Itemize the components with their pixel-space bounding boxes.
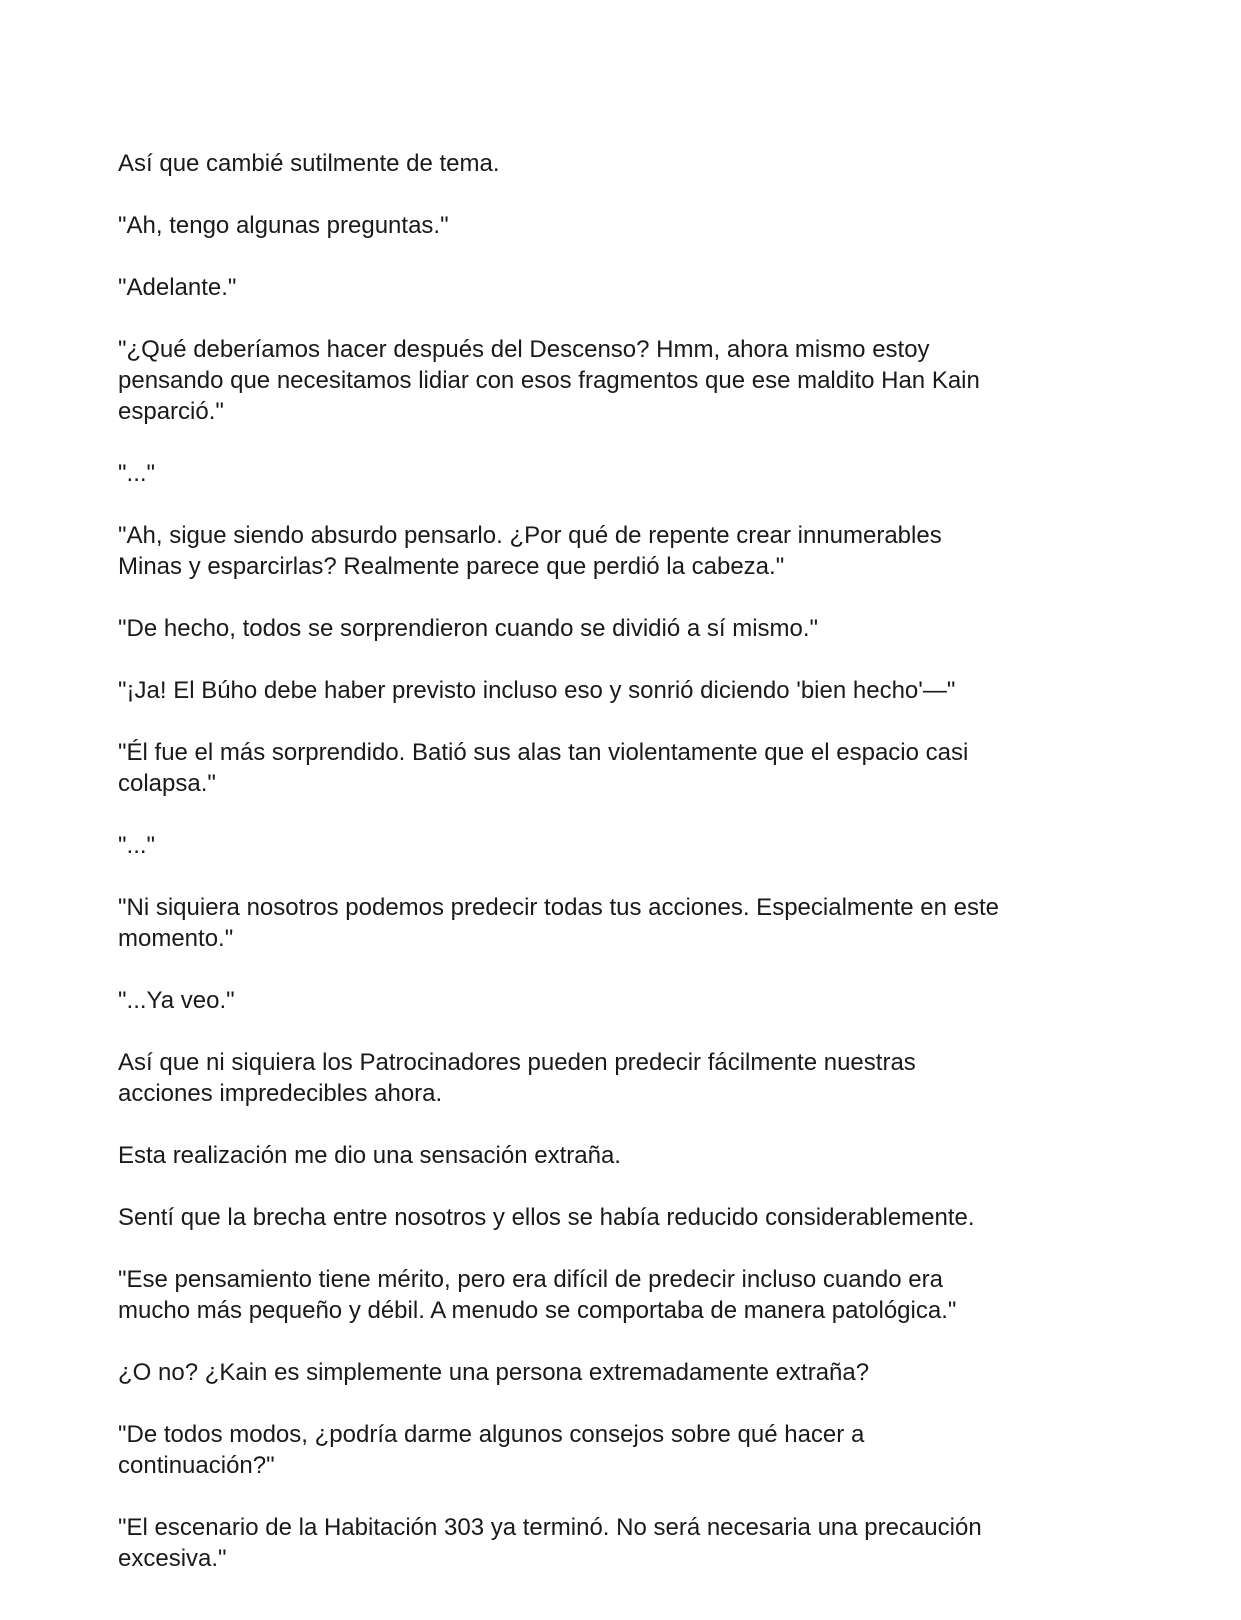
paragraph: "¿Qué deberíamos hacer después del Descenso? Hmm, ahora mismo estoy pensando que necesitamos lidiar con esos fragmentos que ese maldito Han Kain esparció.": [118, 336, 980, 425]
paragraph: ¿O no? ¿Kain es simplemente una persona extremadamente extraña?: [118, 1359, 870, 1386]
paragraph: "¡Ja! El Búho debe haber previsto incluso eso y sonrió diciendo 'bien hecho'—": [118, 677, 956, 704]
paragraph: "...": [118, 832, 156, 859]
paragraph: "Él fue el más sorprendido. Batió sus alas tan violentamente que el espacio casi colapsa.": [118, 739, 969, 797]
paragraph: "...": [118, 460, 156, 487]
paragraph: "Ni siquiera nosotros podemos predecir todas tus acciones. Especialmente en este momento.": [118, 894, 999, 952]
document-body: [118, 148, 1128, 1605]
paragraph: "Ah, sigue siendo absurdo pensarlo. ¿Por qué de repente crear innumerables Minas y esparcirlas? Realmente parece que perdió la cabeza.": [118, 522, 942, 580]
paragraph: "...Ya veo.": [118, 987, 235, 1014]
paragraph: Así que cambié sutilmente de tema.: [118, 150, 500, 177]
paragraph: "De todos modos, ¿podría darme algunos consejos sobre qué hacer a continuación?": [118, 1421, 865, 1479]
paragraph: "El escenario de la Habitación 303 ya terminó. No será necesaria una precaución excesiva.": [118, 1514, 982, 1572]
paragraph: "Ese pensamiento tiene mérito, pero era difícil de predecir incluso cuando era mucho más pequeño y débil. A menudo se comportaba de manera patológica.": [118, 1266, 957, 1324]
paragraph: "Ah, tengo algunas preguntas.": [118, 212, 449, 239]
paragraph: Así que ni siquiera los Patrocinadores pueden predecir fácilmente nuestras acciones impredecibles ahora.: [118, 1049, 916, 1107]
paragraph: Esta realización me dio una sensación extraña.: [118, 1142, 621, 1169]
paragraph: "Adelante.": [118, 274, 237, 301]
paragraph: Sentí que la brecha entre nosotros y ellos se había reducido considerablemente.: [118, 1204, 975, 1231]
paragraph: "De hecho, todos se sorprendieron cuando se dividió a sí mismo.": [118, 615, 819, 642]
